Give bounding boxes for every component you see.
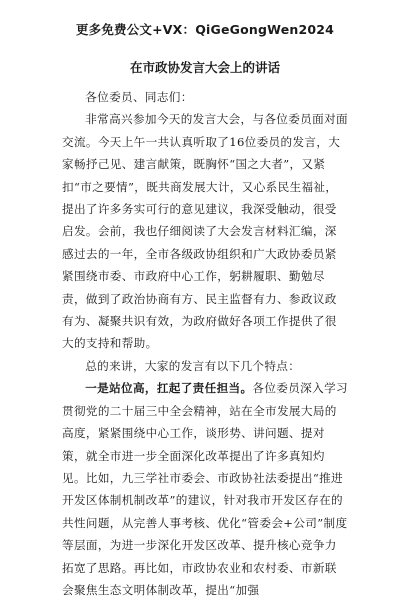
paragraph-text: 各位委员深入学习贯彻党的二十届三中全会精神，站在全市发展大局的高度，紧紧围绕中心工作，谈形势、讲问题、提对策，就全市进一步全面深化改革提出了许多真知灼见。比如，九三学社市委会、市政协社法委提出“推进开发区体制机制改革”的建议，针对我市开发区存在的共性问题，从完善人事考核、优化“管委会+公司”制度等层面，为进一步深化开发区改革、提升核心竞争力拓宽了思路。再比如，市政协农业和农村委、市新联会聚焦生态文明体制改革，提出“加强 xyxy=(62,381,348,597)
document-title: 在市政协发言大会上的讲话 xyxy=(129,60,280,75)
paragraph-lead: 一是站位高，扛起了责任担当。 xyxy=(85,381,253,396)
paragraph-summary xyxy=(62,355,348,377)
paragraph-point-one xyxy=(62,377,348,601)
document-body xyxy=(62,86,348,601)
salutation: 各位委员、同志们： xyxy=(85,90,193,104)
paragraph-text: 非常高兴参加今天的发言大会，与各位委员面对面交流。今天上午一共认真听取了16位委员的发言，大家畅抒己见、建言献策，既胸怀“国之大者”，又紧扣“市之要情”，既共商发展大计，又心系民生福祉，提出了许多务实可行的意见建议，我深受触动，很受启发。会前，我也仔细阅读了大会发言材料汇编，深感过去的一年，全市各级政协组织和广大政协委员紧紧围绕市委、市政府中心工作，躬耕履职、勤勉尽责，做到了政治协商有方、民主监督有力、参政议政有为、凝聚共识有效，为政府做好各项工作提供了很大的支持和帮助。 xyxy=(62,112,348,351)
promo-banner: 更多免费公文+VX：QiGeGongWen2024 xyxy=(75,22,335,37)
paragraph-opening xyxy=(62,108,348,354)
paragraph-text: 总的来讲，大家的发言有以下几个特点： xyxy=(85,358,301,373)
